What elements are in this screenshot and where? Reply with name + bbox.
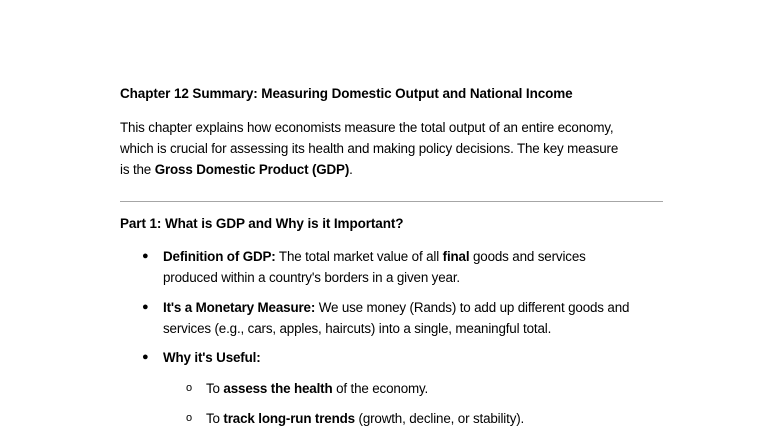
sub-list-item (206, 378, 428, 399)
bullet-marker: ● (142, 250, 149, 262)
list-item (163, 347, 683, 368)
list-item-label: Why it's Useful: (163, 350, 261, 365)
list-item-label: Definition of GDP: (163, 249, 276, 264)
list-item-line (163, 297, 683, 318)
intro-line (120, 159, 660, 180)
list-item-line: produced within a country's borders in a given year. (163, 270, 460, 285)
intro-text: . (349, 162, 353, 177)
document-title: Chapter 12 Summary: Measuring Domestic Output and National Income (120, 86, 573, 101)
emphasis-text: final (442, 249, 470, 264)
list-item-text: We use money (Rands) to add up different goods and (315, 300, 630, 315)
intro-line: This chapter explains how economists measure the total output of an entire economy, (120, 120, 614, 135)
section-heading: Part 1: What is GDP and Why is it Important? (120, 216, 404, 231)
intro-paragraph (120, 117, 660, 180)
sub-list-text: (growth, decline, or stability). (354, 411, 525, 426)
sub-list-text: of the economy. (332, 381, 429, 396)
list-item (163, 297, 683, 339)
bullet-marker: ● (142, 301, 149, 313)
sub-list-item (206, 408, 524, 429)
bullet-marker: ● (142, 351, 149, 363)
list-item-text: goods and services (469, 249, 586, 264)
sub-bullet-marker: o (186, 412, 193, 424)
intro-line: which is crucial for assessing its health and making policy decisions. The key measure (120, 141, 619, 156)
gdp-term: Gross Domestic Product (GDP) (154, 162, 350, 177)
list-item-label: It's a Monetary Measure: (163, 300, 316, 315)
emphasis-text: assess the health (223, 381, 333, 396)
intro-text: is the (120, 162, 155, 177)
sub-list-text: To (206, 411, 224, 426)
emphasis-text: track long-run trends (223, 411, 355, 426)
list-item-line (163, 246, 683, 267)
sub-list-text: To (206, 381, 224, 396)
list-item-line (163, 347, 683, 368)
list-item (163, 246, 683, 288)
sub-bullet-marker: o (186, 382, 193, 394)
list-item-line: services (e.g., cars, apples, haircuts) into a single, meaningful total. (163, 321, 552, 336)
horizontal-divider (120, 201, 663, 202)
list-item-text: The total market value of all (275, 249, 443, 264)
